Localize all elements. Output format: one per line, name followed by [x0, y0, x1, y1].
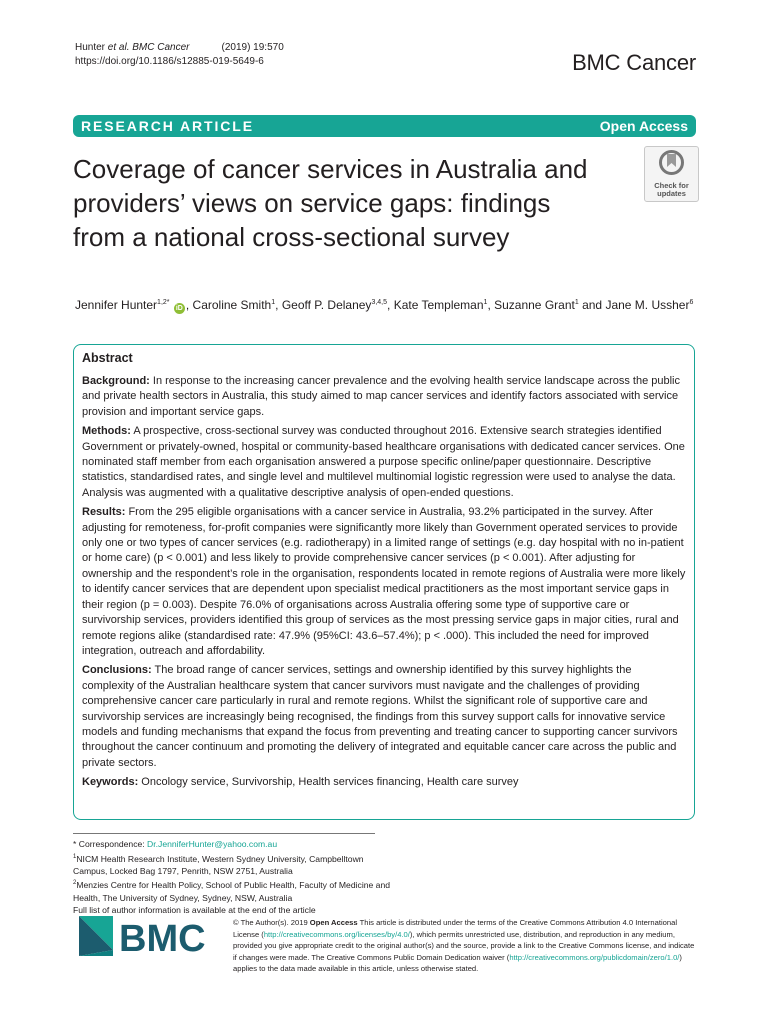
- author-name[interactable]: Caroline Smith: [192, 298, 272, 312]
- bmc-logo: [75, 910, 235, 962]
- section-label: Background:: [82, 375, 150, 387]
- correspondence-label: * Correspondence:: [73, 839, 148, 849]
- author-separator: ,: [487, 298, 495, 312]
- citation-journal: et al. BMC Cancer: [107, 42, 190, 53]
- section-label: Keywords:: [82, 776, 139, 789]
- affiliation-2: [73, 877, 393, 904]
- author-separator: ,: [387, 298, 394, 312]
- license-link-cc0[interactable]: http://creativecommons.org/publicdomain/zero/1.0/: [509, 952, 680, 962]
- author-list: [75, 298, 700, 314]
- section-text: The broad range of cancer services, settings and ownership identified by this survey highlights the complexity of the Australian healthcare system that cancer survivors must navigate and the challenges of providing comprehensive cancer care particularly in rural and remote regions. Whilst the significant role of supportive care and survivorship services are increasingly being recognised, the findings from this survey support calls for innovative service models and funding mechanisms that expand the focus from preventing and treating cancer to supporting cancer survivors throughout the cancer continuum and promoting the delivery of integrated and equitable cancer care across the public and private sectors.: [82, 664, 678, 769]
- license-open-access: Open Access: [309, 918, 358, 927]
- abstract-box: [73, 344, 695, 820]
- section-label: Methods:: [82, 425, 131, 438]
- license-part: © The Author(s). 2019: [233, 918, 310, 927]
- affiliation-number: 2: [73, 880, 77, 887]
- check-for-updates-button[interactable]: [644, 146, 699, 202]
- author-name[interactable]: Geoff P. Delaney: [281, 298, 372, 312]
- affiliation-number: 1: [73, 853, 77, 860]
- section-text: From the 295 eligible organisations with a cancer service in Australia, 93.2% participated in the survey. After adjusting for remoteness, for-profit companies were significantly more likely than Government operated services to provide only one or two types of cancer services (e.g. radiotherapy) in a limited range of settings (e.g. day hospital with no in-patient or home care) (p < 0.001) and less likely to provide comprehensive cancer services (p < 0.001). After adjusting for ownership and the respondent’s role in the organisation, respondents located in remote regions of Australia were more likely to identify cancer services that are dependent upon specialist medical practitioners as the most important service gaps in their region (p = 0.003). Despite 76.0% of organisations across Australia offering some type of supportive care or survivorship services, providers identified this group of services as the most pressing service gaps in major cities, rural and remote regions alike (standardised rate: 47.9% (95%CI: 43.6–57.4%); p < .000). This included the need for improved integration, outreach and affordability.: [82, 506, 686, 657]
- author-affiliation: 6: [689, 299, 694, 306]
- author-name[interactable]: Suzanne Grant: [494, 298, 575, 312]
- abstract-heading: Abstract: [82, 351, 133, 365]
- author-separator: and: [578, 298, 606, 312]
- license-part: ), which permits unrestricted use, distribution, and reproduction in any medium, provided you give appropriate credit to the original author(s) and the source, provide a link to the Creative Commons license, and indicate if changes were made. The Creative Commons Public Domain Dedication waiver (: [233, 929, 695, 962]
- section-text: A prospective, cross-sectional survey was conducted throughout 2016. Extensive search strategies identified Government or privately-owned, hospital or community-based healthcare organisations with dedicated cancer services. One nominated staff member from each organisation answered a purpose specific online/paper questionnaire. Descriptive statistics, standardised rates, and single level and multilevel multinomial logistic regression were used to analyse the data. Analysis was augmented with a qualitative descriptive analysis of open-ended questions.: [82, 425, 685, 499]
- license-part: This article is distributed under the terms of the Creative Commons Attribution 4.0 International License (: [233, 918, 678, 939]
- check-label-2: updates: [657, 189, 686, 198]
- abstract-section-keywords: [82, 775, 686, 790]
- abstract-section-background: [82, 374, 686, 420]
- section-label: Conclusions:: [82, 664, 152, 677]
- section-label: Results:: [82, 506, 126, 519]
- license-link-cc-by[interactable]: http://creativecommons.org/licenses/by/4.0/: [263, 929, 410, 939]
- author-separator: ,: [185, 298, 193, 312]
- abstract-body: [82, 374, 686, 795]
- bmc-logo-text: BMC: [119, 918, 206, 960]
- article-title: Coverage of cancer services in Australia and providers’ views on service gaps: findings from a national cross-sectional survey: [73, 154, 588, 252]
- affiliation-text: Menzies Centre for Health Policy, School of Public Health, Faculty of Medicine and Health, The University of Sydney, Sydney, NSW, Australia: [73, 880, 391, 903]
- orcid-icon[interactable]: iD: [175, 305, 183, 312]
- author-affiliation: 1: [574, 299, 579, 306]
- author-affiliation: 1,2*: [157, 299, 170, 306]
- affiliation-1: [73, 851, 393, 878]
- license-part: ) applies to the data made available in this article, unless otherwise stated.: [233, 952, 682, 974]
- footnote-divider: [73, 833, 375, 834]
- citation-block: [75, 41, 284, 69]
- section-text: In response to the increasing cancer prevalence and the evolving health service landscape across the public and private health sectors in Australia, this study aimed to map cancer services and identify factors associated with service provision and important service gaps.: [82, 375, 680, 418]
- citation-volume: (2019) 19:570: [221, 42, 284, 53]
- author-affiliation: 3,4,5: [371, 299, 388, 306]
- footnotes: [73, 838, 393, 917]
- check-label-1: Check for: [654, 181, 689, 190]
- citation-authors: Hunter: [75, 42, 108, 53]
- author-name[interactable]: Jennifer Hunter: [75, 298, 158, 312]
- abstract-section-methods: [82, 424, 686, 501]
- article-type-label: RESEARCH ARTICLE: [81, 118, 254, 134]
- journal-brand: BMC Cancer: [572, 50, 696, 75]
- section-text: Oncology service, Survivorship, Health services financing, Health care survey: [138, 776, 519, 789]
- license-text: [233, 917, 698, 975]
- open-access-label: Open Access: [599, 118, 688, 134]
- author-affiliation: 1: [271, 299, 276, 306]
- abstract-section-results: [82, 505, 686, 659]
- correspondence: [73, 838, 393, 851]
- abstract-section-conclusions: [82, 663, 686, 771]
- correspondence-email-link[interactable]: Dr.JenniferHunter@yahoo.com.au: [147, 839, 278, 849]
- bmc-logo-icon: [79, 916, 113, 956]
- author-separator: ,: [275, 298, 282, 312]
- doi-link[interactable]: https://doi.org/10.1186/s12885-019-5649-6: [75, 56, 264, 67]
- bookmark-icon: [659, 150, 684, 180]
- citation-line: [75, 41, 284, 55]
- author-affiliation: 1: [483, 299, 488, 306]
- author-name[interactable]: Jane M. Ussher: [605, 298, 690, 312]
- more-info-note: Full list of author information is available at the end of the article: [73, 905, 316, 916]
- author-name[interactable]: Kate Templeman: [393, 298, 484, 312]
- affiliation-text: NICM Health Research Institute, Western Sydney University, Campbelltown Campus, Locked Bag 1797, Penrith, NSW 2751, Australia: [73, 853, 364, 876]
- article-type-bar: [73, 115, 696, 137]
